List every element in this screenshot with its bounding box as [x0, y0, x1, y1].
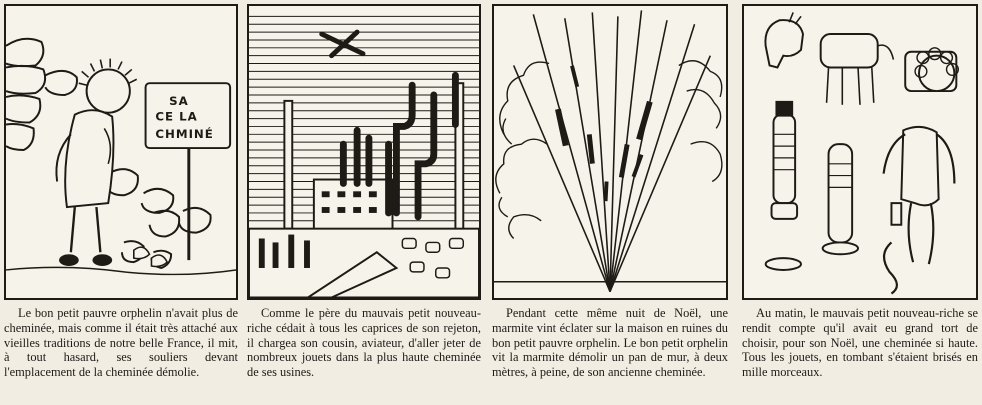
sign-line-2: CE LA [155, 109, 198, 124]
explosion-illustration [494, 6, 726, 298]
caption-panel-1: Le bon petit pauvre orphelin n'avait plus de cheminée, mais comme il était très attaché aux vieilles traditions de notre belle France, il mit, à tout hasard, ses souliers devant l'emplacement de la cheminée démolie. [4, 306, 238, 380]
broken-toys-illustration [744, 6, 976, 298]
panel-broken-toys [742, 4, 978, 300]
sign-line-3: CHMINÉ [155, 127, 214, 142]
panel-explosion [492, 4, 728, 300]
factory-illustration [249, 6, 479, 298]
panel-factory [247, 4, 481, 300]
orphan-illustration [6, 6, 236, 298]
caption-panel-2: Comme le père du mauvais petit nouveau-riche cédait à tous les caprices de son rejeton, il chargea son cousin, aviateur, d'aller jeter de nombreux jouets dans la plus haute cheminée de ses usines. [247, 306, 481, 380]
caption-panel-3: Pendant cette même nuit de Noël, une marmite vint éclater sur la maison en ruines du bon petit pauvre orphelin. Le bon petit orphelin vit la marmite démolir un pan de mur, à deux mètres, à peine, de son ancienne cheminée. [492, 306, 728, 380]
sign-line-1: SA [169, 93, 189, 108]
caption-panel-4: Au matin, le mauvais petit nouveau-riche se rendit compte qu'il avait eu grand tort de choisir, pour son Noël, une cheminée si haute. Tous les jouets, en tombant s'étaient brisés en mille morceaux. [742, 306, 978, 380]
panel-orphan [4, 4, 238, 300]
